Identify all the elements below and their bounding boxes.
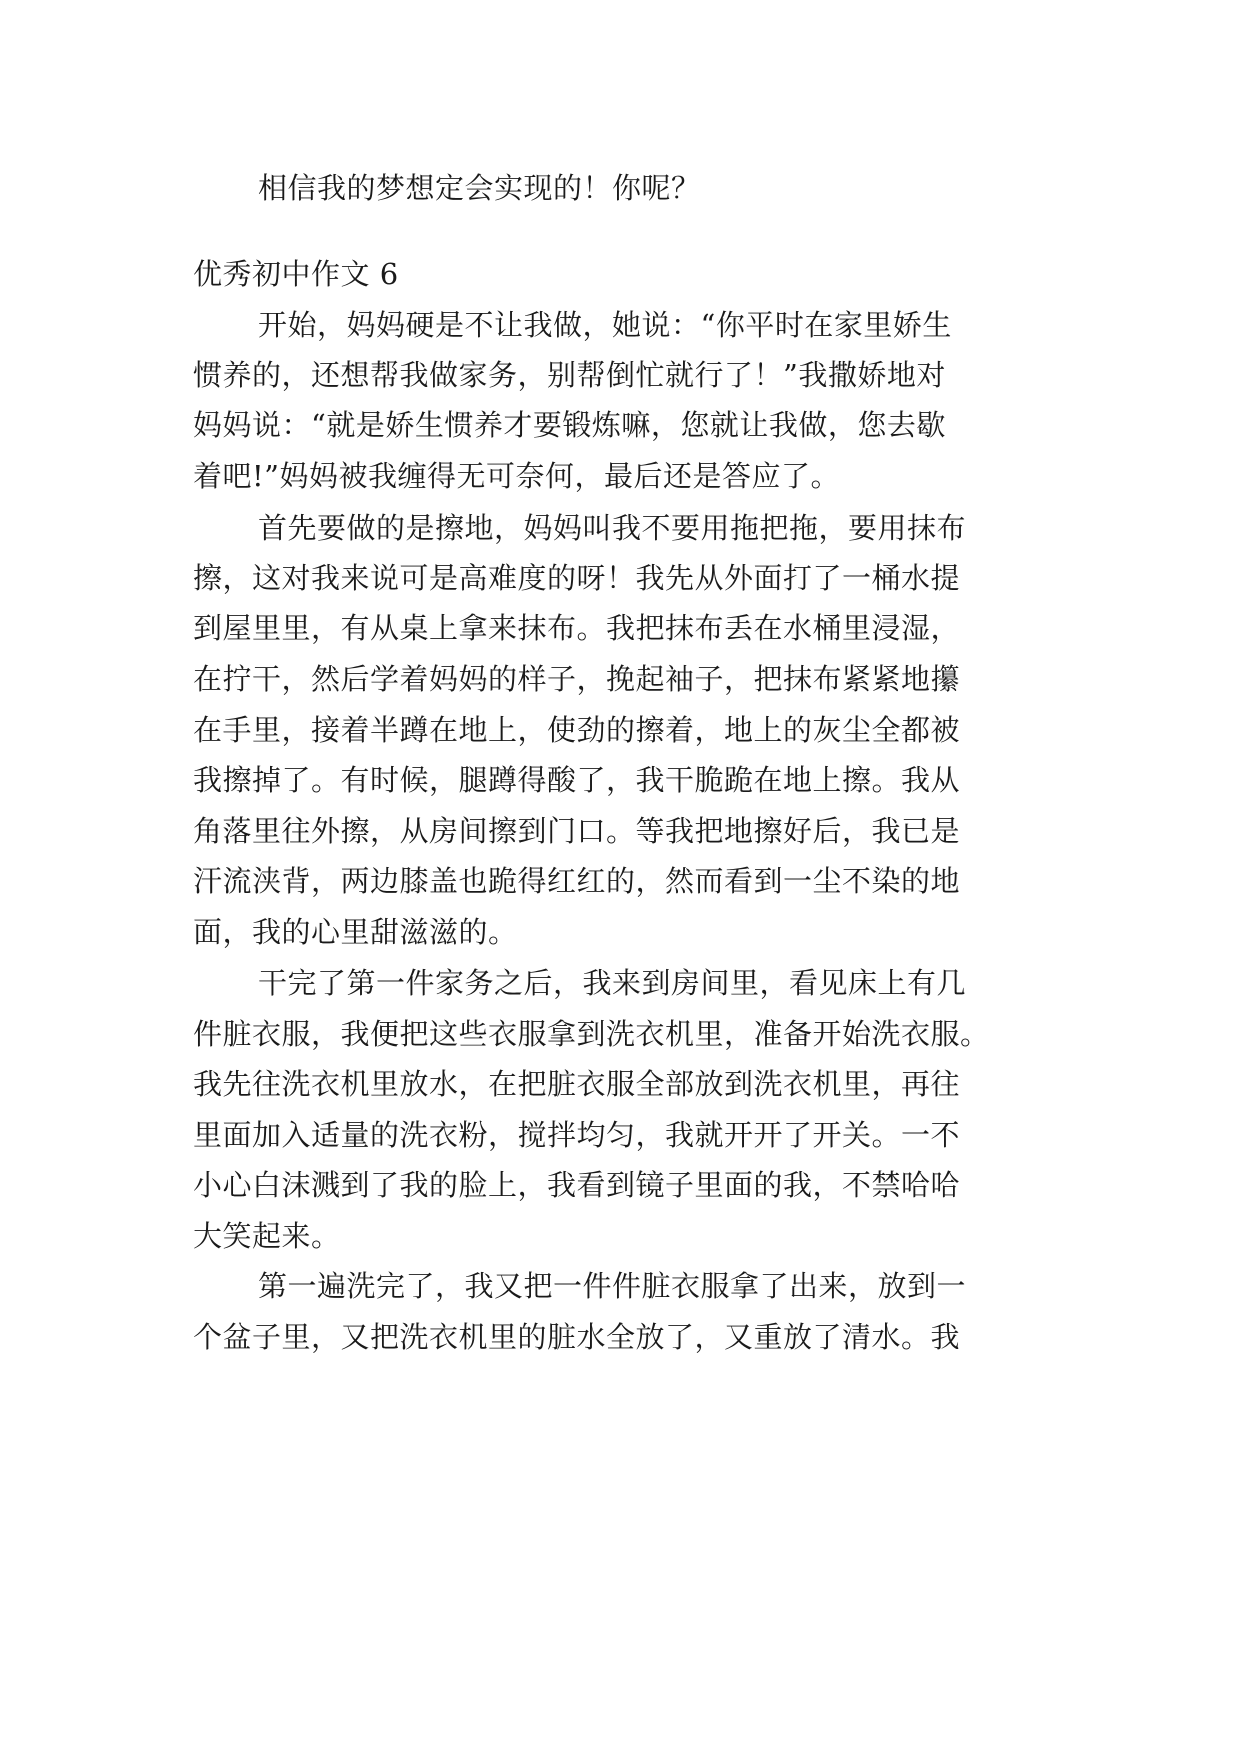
text-line: 面，我的心里甜滋滋的。 xyxy=(193,915,518,949)
text-line: 开始，妈妈硬是不让我做，她说：“你平时在家里娇生 xyxy=(258,308,952,342)
text-line: 大笑起来。 xyxy=(193,1219,341,1253)
text-line: 汗流浃背，两边膝盖也跪得红红的，然而看到一尘不染的地 xyxy=(193,864,961,898)
text-line: 小心白沫溅到了我的脸上，我看到镜子里面的我，不禁哈哈 xyxy=(193,1168,961,1202)
text-line: 着吧!”妈妈被我缠得无可奈何，最后还是答应了。 xyxy=(193,459,840,493)
text-line: 干完了第一件家务之后，我来到房间里，看见床上有几 xyxy=(258,966,967,1000)
text-line: 惯养的，还想帮我做家务，别帮倒忙就行了！”我撒娇地对 xyxy=(193,358,946,392)
text-line: 我先往洗衣机里放水，在把脏衣服全部放到洗衣机里，再往 xyxy=(193,1067,961,1101)
text-line: 第一遍洗完了，我又把一件件脏衣服拿了出来，放到一 xyxy=(258,1269,967,1303)
text-line: 妈妈说：“就是娇生惯养才要锻炼嘛，您就让我做，您去歇 xyxy=(193,408,946,442)
text-line: 在拧干，然后学着妈妈的样子，挽起袖子，把抹布紧紧地攥 xyxy=(193,662,961,696)
text-line: 首先要做的是擦地，妈妈叫我不要用拖把拖，要用抹布 xyxy=(258,511,967,545)
text-line: 在手里，接着半蹲在地上，使劲的擦着，地上的灰尘全都被 xyxy=(193,713,961,747)
text-line: 件脏衣服，我便把这些衣服拿到洗衣机里，准备开始洗衣服。 xyxy=(193,1017,990,1051)
text-line: 我擦掉了。有时候，腿蹲得酸了，我干脆跪在地上擦。我从 xyxy=(193,763,961,797)
text-line: 角落里往外擦，从房间擦到门口。等我把地擦好后，我已是 xyxy=(193,814,961,848)
text-line: 擦，这对我来说可是高难度的呀！我先从外面打了一桶水提 xyxy=(193,561,961,595)
text-line: 到屋里里，有从桌上拿来抹布。我把抹布丢在水桶里浸湿， xyxy=(193,611,961,645)
text-line: 里面加入适量的洗衣粉，搅拌均匀，我就开开了开关。一不 xyxy=(193,1118,961,1152)
section-title: 优秀初中作文 6 xyxy=(193,257,399,291)
intro-line: 相信我的梦想定会实现的！你呢？ xyxy=(258,171,701,205)
text-line: 个盆子里，又把洗衣机里的脏水全放了，又重放了清水。我 xyxy=(193,1320,961,1354)
